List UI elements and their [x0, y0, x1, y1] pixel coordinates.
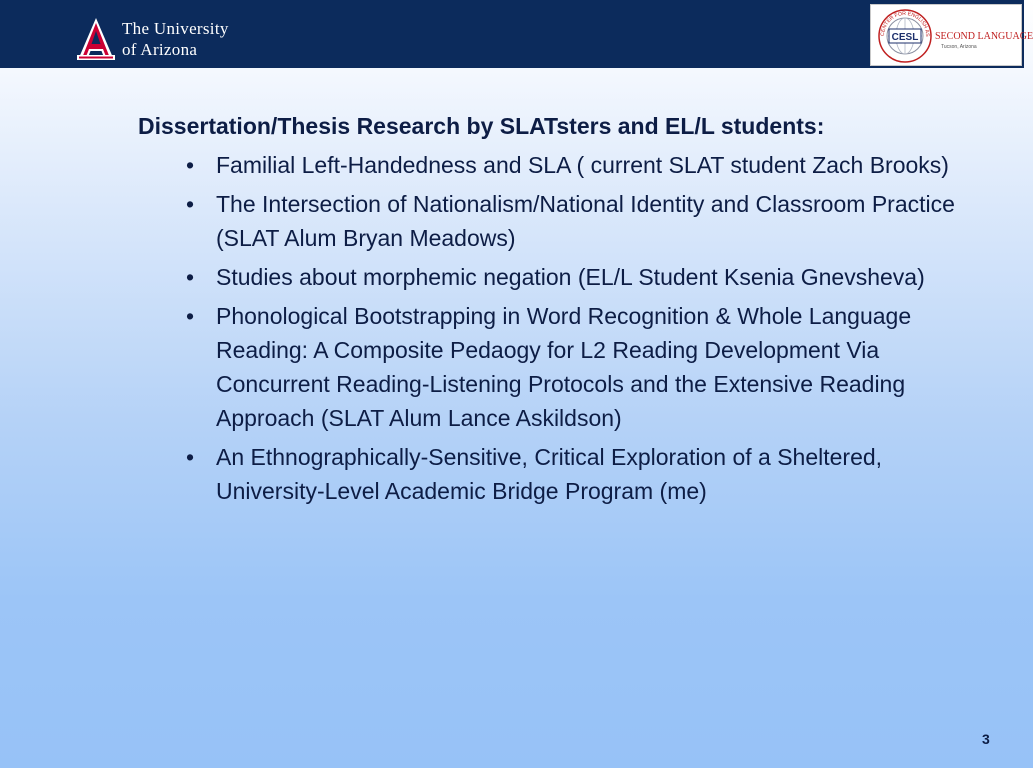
bullet-item	[138, 299, 956, 435]
university-name-line1: The University	[122, 19, 229, 38]
bullet-item	[138, 260, 956, 294]
bullet-marker: •	[186, 264, 195, 290]
bullet-list	[138, 148, 958, 508]
svg-text:CESL: CESL	[891, 32, 919, 43]
bullet-marker: •	[186, 152, 195, 178]
bullet-item	[138, 187, 956, 255]
page-number: 3	[982, 731, 990, 747]
cesl-logo	[870, 4, 1033, 66]
university-of-arizona-logo	[76, 17, 116, 61]
bullet-item	[138, 148, 956, 182]
bullet-text: An Ethnographically-Sensitive, Critical Exploration of a Sheltered, University-Level Academic Bridge Program (me)	[216, 444, 883, 504]
university-wordmark	[122, 18, 229, 60]
bullet-item	[138, 440, 956, 508]
header-bar	[0, 0, 1033, 68]
bullet-marker: •	[186, 303, 195, 329]
cesl-location: Tucson, Arizona	[941, 44, 977, 50]
university-name-line2: of Arizona	[122, 40, 198, 59]
bullet-marker: •	[186, 191, 195, 217]
slide-heading: Dissertation/Thesis Research by SLATsters and EL/L students:	[138, 113, 825, 139]
bullet-text: Phonological Bootstrapping in Word Recognition & Whole Language Reading: A Composite Pedaogy for L2 Reading Development Via Concurrent Reading-Listening Protocols and the Extensive Reading Approach (SLAT Alum Lance Askildson)	[216, 303, 912, 431]
svg-text:CENTER FOR ENGLISH AS: CENTER FOR ENGLISH AS	[879, 10, 931, 37]
bullet-text: Familial Left-Handedness and SLA ( current SLAT student Zach Brooks)	[216, 152, 949, 178]
slide-content	[138, 110, 958, 513]
bullet-marker: •	[186, 444, 195, 470]
bullet-text: Studies about morphemic negation (EL/L Student Ksenia Gnevsheva)	[216, 264, 925, 290]
cesl-seal-icon	[877, 8, 933, 64]
bullet-text: The Intersection of Nationalism/National Identity and Classroom Practice (SLAT Alum Bryan Meadows)	[216, 191, 955, 251]
cesl-program-name: SECOND LANGUAGE	[935, 31, 1033, 42]
